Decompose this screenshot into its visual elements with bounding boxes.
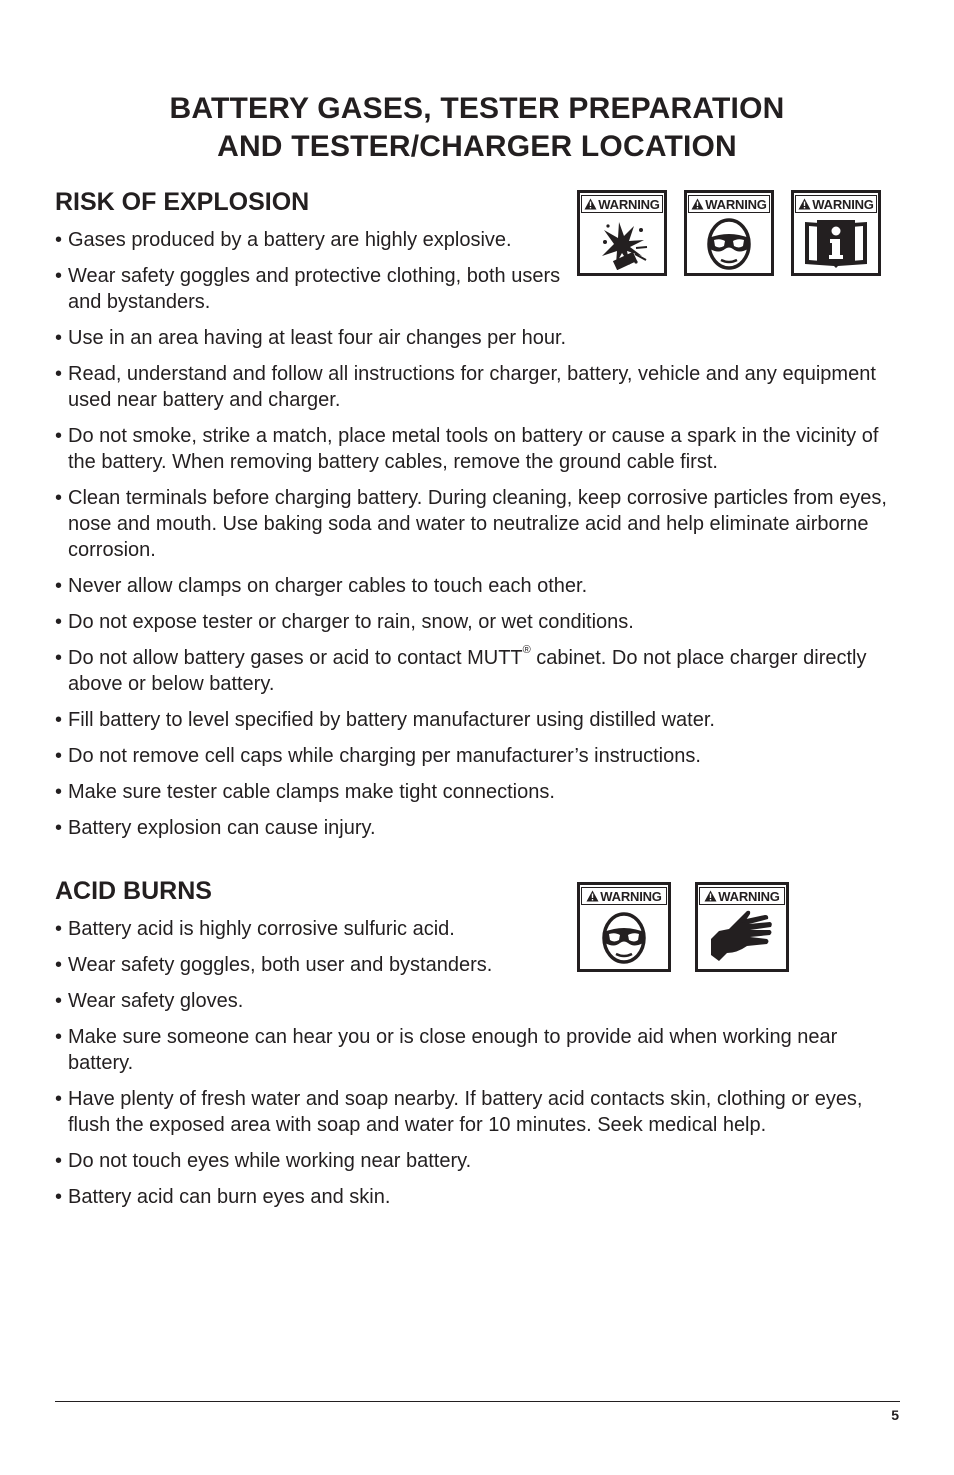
list-item: • Wear safety goggles, both user and bystanders.	[55, 952, 563, 978]
registered-mark: ®	[522, 644, 531, 657]
list-item: • Never allow clamps on charger cables to touch each other.	[55, 573, 905, 599]
list-item: • Do not smoke, strike a match, place metal tools on battery or cause a spark in the vicinity of the battery. When removing battery cables, remove the ground cable first.	[55, 423, 905, 475]
page-title	[0, 90, 954, 166]
list-item: • Wear safety goggles and protective clothing, both users and bystanders.	[55, 263, 563, 315]
list-item: • Battery acid can burn eyes and skin.	[55, 1184, 905, 1210]
list-item: • Battery explosion can cause injury.	[55, 815, 905, 841]
list-item: • Do not remove cell caps while charging per manufacturer’s instructions.	[55, 743, 905, 769]
list-item: • Make sure tester cable clamps make tight connections.	[55, 779, 905, 805]
risk-of-explosion-list	[55, 227, 905, 851]
warning-label-text: WARNING	[718, 888, 780, 904]
page-title-line-1: BATTERY GASES, TESTER PREPARATION	[169, 92, 785, 125]
mutt-text-before: Do not allow battery gases or acid to contact MUTT	[68, 647, 523, 669]
page-title-line-2: AND TESTER/CHARGER LOCATION	[217, 130, 737, 163]
list-item-mutt	[55, 645, 905, 697]
list-item: • Have plenty of fresh water and soap nearby. If battery acid contacts skin, clothing or eyes, flush the exposed area with soap and water for 10 minutes. Seek medical help.	[55, 1086, 905, 1138]
list-item: • Do not touch eyes while working near battery.	[55, 1148, 905, 1174]
list-item: • Battery acid is highly corrosive sulfuric acid.	[55, 916, 563, 942]
warning-triangle-icon	[798, 198, 811, 210]
warning-label	[688, 195, 770, 213]
warning-label	[795, 195, 877, 213]
warning-label-text: WARNING	[812, 196, 874, 212]
list-item: • Gases produced by a battery are highly explosive.	[55, 227, 563, 253]
acid-burns-list	[55, 916, 905, 1220]
list-item: • Clean terminals before charging battery. During cleaning, keep corrosive particles from eyes, nose and mouth. Use baking soda and water to neutralize acid and help eliminate airborne corrosion.	[55, 485, 905, 563]
warning-triangle-icon	[691, 198, 704, 210]
footer-divider	[55, 1401, 900, 1402]
list-item: • Read, understand and follow all instructions for charger, battery, vehicle and any equipment used near battery and charger.	[55, 361, 905, 413]
warning-label-text: WARNING	[705, 196, 767, 212]
warning-triangle-icon	[704, 890, 717, 902]
warning-triangle-icon	[586, 890, 599, 902]
warning-label	[699, 887, 785, 905]
list-item: • Use in an area having at least four air changes per hour.	[55, 325, 905, 351]
warning-label	[581, 887, 667, 905]
list-item: • Do not expose tester or charger to rain, snow, or wet conditions.	[55, 609, 905, 635]
acid-burns-heading: ACID BURNS	[55, 877, 212, 905]
list-item: • Fill battery to level specified by battery manufacturer using distilled water.	[55, 707, 905, 733]
list-item: • Make sure someone can hear you or is close enough to provide aid when working near battery.	[55, 1024, 905, 1076]
list-item: • Wear safety gloves.	[55, 988, 905, 1014]
warning-triangle-icon	[584, 198, 597, 210]
risk-of-explosion-heading: RISK OF EXPLOSION	[55, 188, 310, 216]
mutt-text-after: cabinet. Do not place charger directly above or below battery.	[68, 647, 867, 695]
page-number: 5	[891, 1407, 899, 1423]
warning-label-text: WARNING	[598, 196, 660, 212]
warning-label-text: WARNING	[600, 888, 662, 904]
warning-label	[581, 195, 663, 213]
